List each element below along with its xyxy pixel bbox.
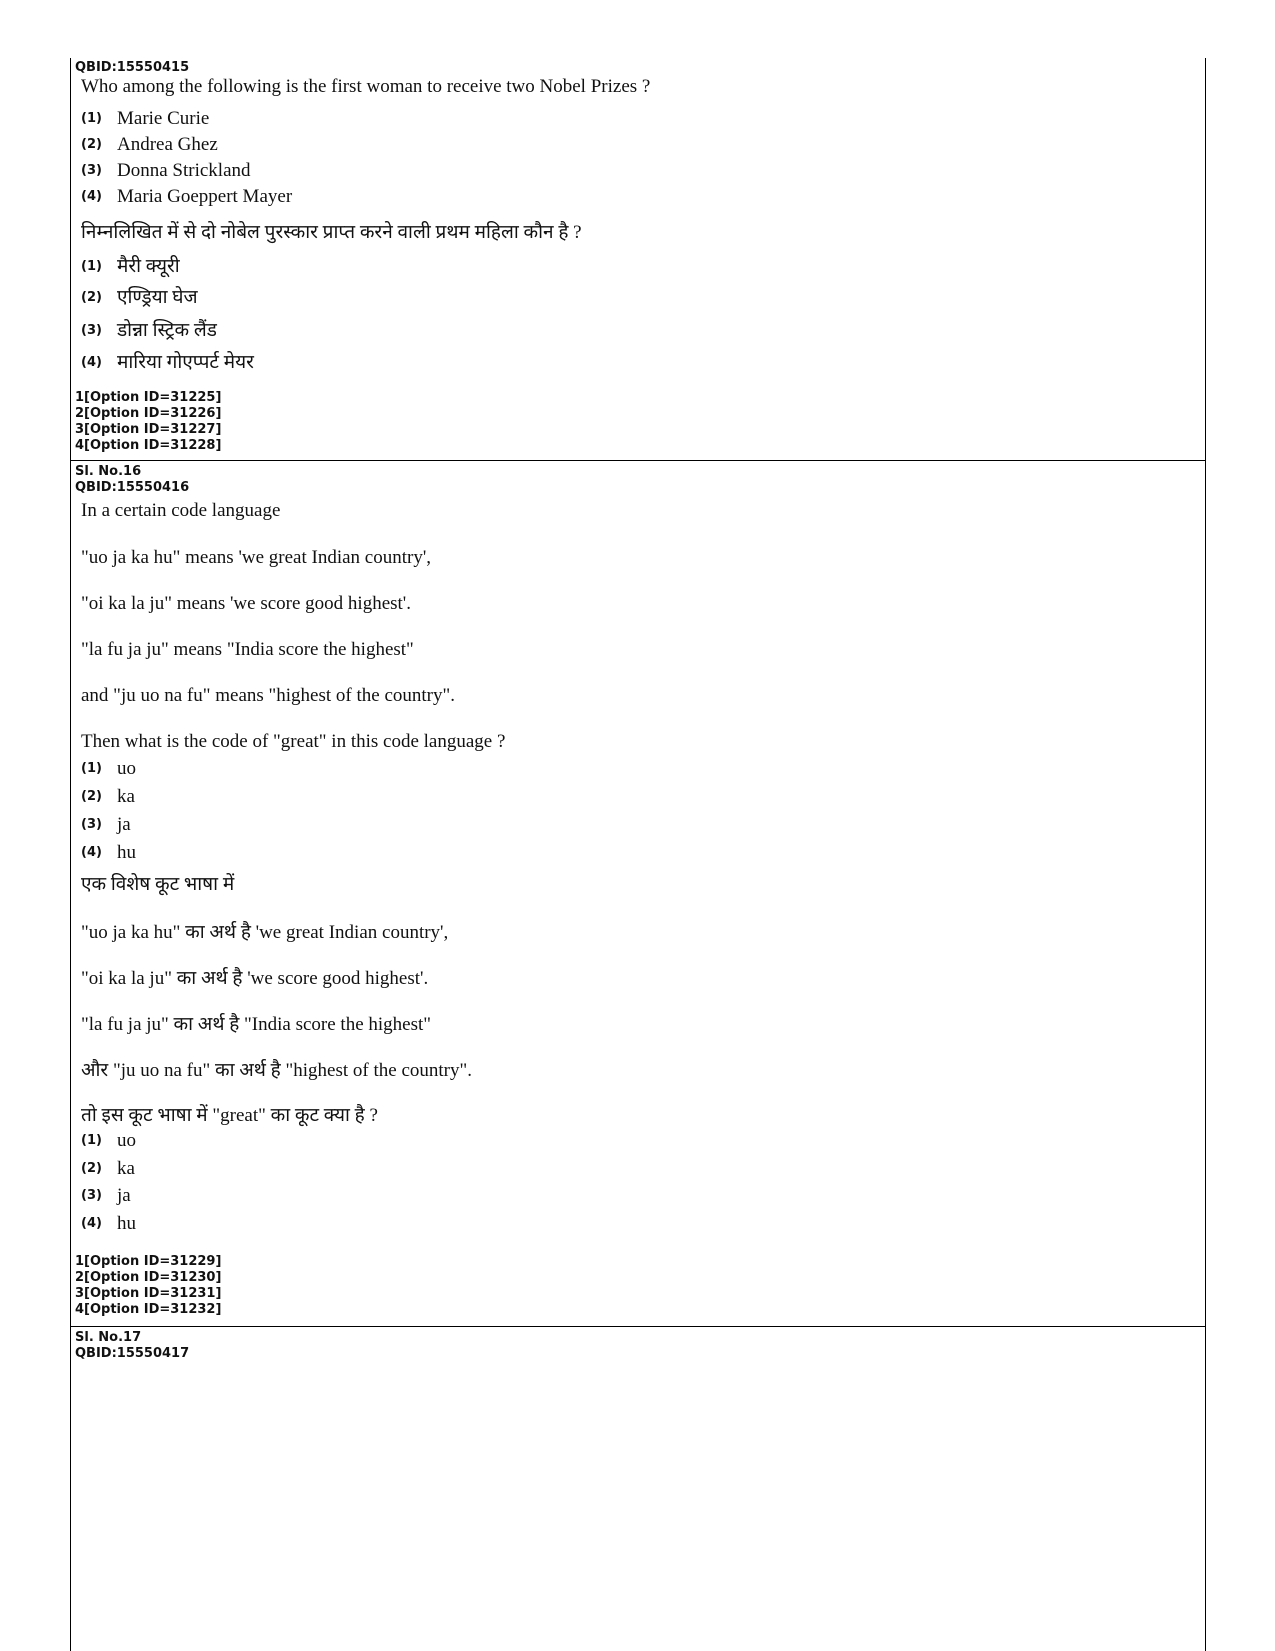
q16-line-en-5: and "ju uo na fu" means "highest of the country". xyxy=(81,685,455,706)
question-15-english: Who among the following is the first woman to receive two Nobel Prizes ? xyxy=(81,76,651,97)
q16-line-en-4: "la fu ja ju" means "India score the highest" xyxy=(81,639,414,660)
q15-option-en-1: (1) Marie Curie xyxy=(81,108,210,129)
option-id: 1[Option ID=31225] xyxy=(75,390,222,405)
q16-line-hi-1: एक विशेष कूट भाषा में xyxy=(81,874,235,895)
q16-line-en-2: "uo ja ka hu" means 'we great Indian country', xyxy=(81,547,431,568)
option-id: 3[Option ID=31227] xyxy=(75,422,222,437)
q15-option-ids xyxy=(75,390,221,454)
qbid-15: QBID:15550415 xyxy=(75,60,190,75)
q15-option-hi-4: (4) मारिया गोएप्पर्ट मेयर xyxy=(81,352,254,373)
q16-option-hi-3: (3) ja xyxy=(81,1185,131,1206)
q16-option-en-4: (4) hu xyxy=(81,842,136,863)
divider xyxy=(71,1326,1205,1327)
q16-option-en-1: (1) uo xyxy=(81,758,136,779)
option-id: 3[Option ID=31231] xyxy=(75,1286,222,1301)
q15-option-en-3: (3) Donna Strickland xyxy=(81,160,251,181)
option-id: 4[Option ID=31228] xyxy=(75,438,222,453)
q15-option-hi-2: (2) एण्ड्रिया घेज xyxy=(81,287,198,308)
q16-line-en-6: Then what is the code of "great" in this code language ? xyxy=(81,731,506,752)
q16-option-en-3: (3) ja xyxy=(81,814,131,835)
q15-option-hi-3: (3) डोन्ना स्ट्रिक लैंड xyxy=(81,320,217,341)
option-id: 4[Option ID=31232] xyxy=(75,1302,222,1317)
q16-line-hi-6: तो इस कूट भाषा में "great" का कूट क्या है ? xyxy=(81,1105,378,1126)
q15-option-hi-1: (1) मैरी क्यूरी xyxy=(81,256,180,277)
q16-line-en-1: In a certain code language xyxy=(81,500,281,521)
q16-option-hi-1: (1) uo xyxy=(81,1130,136,1151)
q16-line-en-3: "oi ka la ju" means 'we score good highest'. xyxy=(81,593,411,614)
q15-option-en-4: (4) Maria Goeppert Mayer xyxy=(81,186,293,207)
q15-option-en-2: (2) Andrea Ghez xyxy=(81,134,218,155)
option-id: 1[Option ID=31229] xyxy=(75,1254,222,1269)
q16-line-hi-2: "uo ja ka hu" का अर्थ है 'we great Indian country', xyxy=(81,922,449,943)
divider xyxy=(71,460,1205,461)
q16-line-hi-4: "la fu ja ju" का अर्थ है "India score the highest" xyxy=(81,1014,432,1035)
question-paper-frame xyxy=(70,58,1206,1651)
q16-option-ids xyxy=(75,1254,221,1318)
q16-option-en-2: (2) ka xyxy=(81,786,135,807)
q16-option-hi-2: (2) ka xyxy=(81,1158,135,1179)
qbid-16: QBID:15550416 xyxy=(75,480,190,495)
option-id: 2[Option ID=31230] xyxy=(75,1270,222,1285)
slno-16: Sl. No.16 xyxy=(75,464,142,479)
q16-line-hi-5: और "ju uo na fu" का अर्थ है "highest of the country". xyxy=(81,1060,472,1081)
q16-line-hi-3: "oi ka la ju" का अर्थ है 'we score good highest'. xyxy=(81,968,429,989)
option-id: 2[Option ID=31226] xyxy=(75,406,222,421)
q16-option-hi-4: (4) hu xyxy=(81,1213,136,1234)
slno-17: Sl. No.17 xyxy=(75,1330,142,1345)
qbid-17: QBID:15550417 xyxy=(75,1346,190,1361)
question-15-hindi: निम्नलिखित में से दो नोबेल पुरस्कार प्राप्त करने वाली प्रथम महिला कौन है ? xyxy=(81,222,582,243)
